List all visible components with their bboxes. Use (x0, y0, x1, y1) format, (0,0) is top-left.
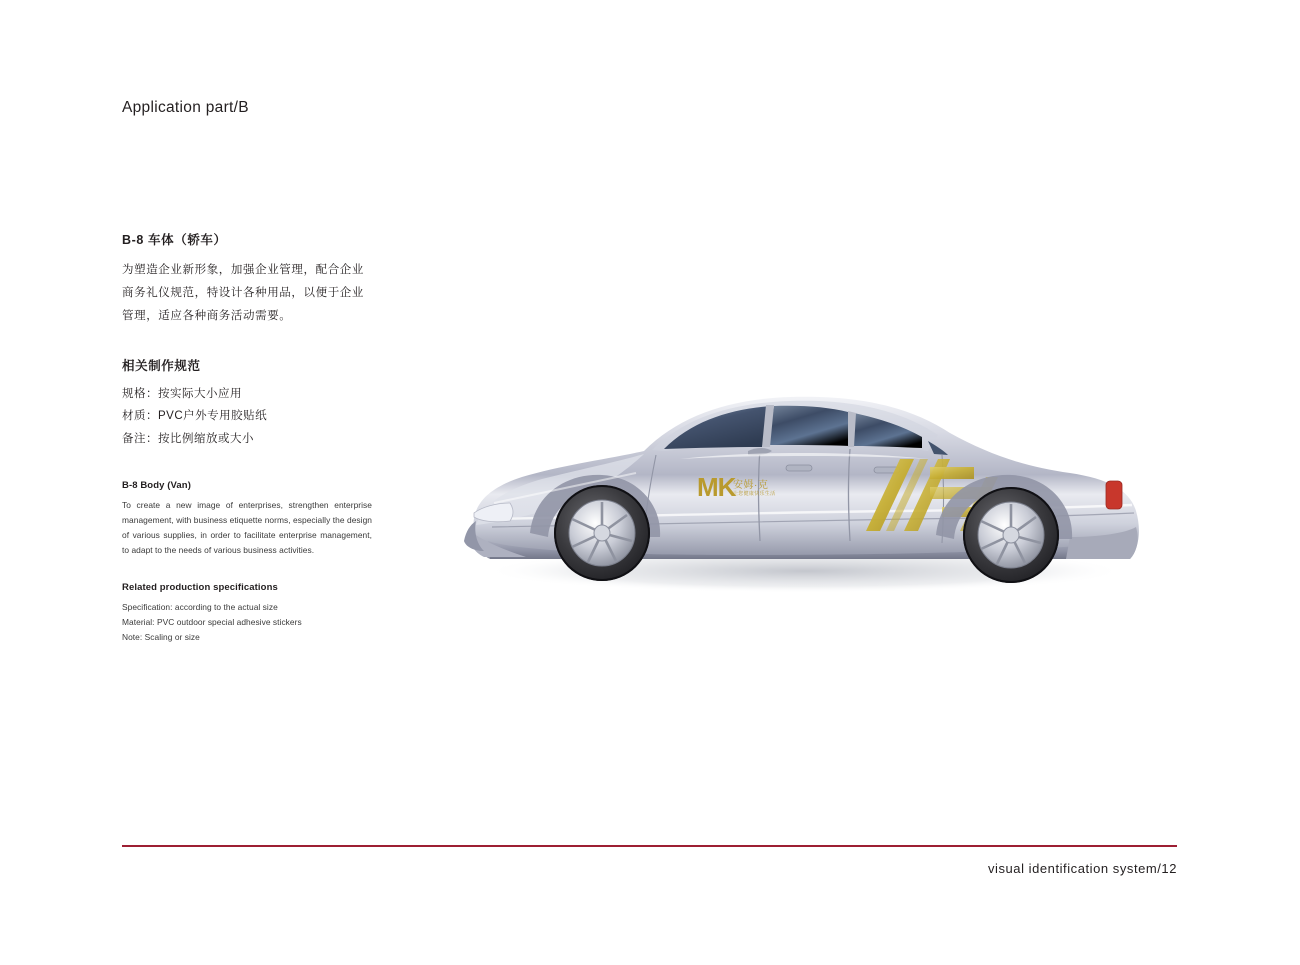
en-spec-line: Specification: according to the actual size (122, 601, 278, 612)
logo-mark: MK (697, 472, 736, 502)
tail-light (1106, 481, 1122, 509)
en-spec-heading: Related production specifications (122, 581, 278, 593)
footer-divider (122, 845, 1177, 847)
vehicle-illustration (430, 355, 1170, 625)
cn-spec-block (122, 356, 372, 450)
front-door-window (768, 406, 850, 446)
footer-caption: visual identification system/12 (987, 861, 1177, 876)
sedan-car-icon (430, 355, 1170, 625)
en-section-heading: B-8 Body (Van) (122, 480, 191, 492)
cn-spec-line: 规格：按实际大小应用 (122, 388, 242, 400)
cn-spec-line: 备注：按比例缩放或大小 (122, 432, 254, 445)
front-door-handle (786, 465, 812, 471)
en-spec-line: Material: PVC outdoor special adhesive stickers (122, 616, 302, 627)
en-description-block (122, 480, 372, 558)
cn-spec-line: 材质：PVC户外专用胶贴纸 (122, 410, 268, 423)
en-spec-block (122, 582, 372, 645)
page-header-title: Application part/B (122, 99, 249, 116)
left-text-column (122, 230, 372, 644)
front-wheel (554, 485, 650, 581)
logo-cn-name: 安姆·克 (733, 480, 769, 491)
en-spec-line: Note: Scaling or size (122, 631, 200, 642)
cn-description-paragraph: 为塑造企业新形象，加强企业管理，配合企业商务礼仪规范，特设计各种用品，以便于企业管理，适应各种商务活动需要。 (122, 264, 364, 322)
cn-spec-heading: 相关制作规范 (122, 359, 201, 373)
cn-section-heading: B-8 车体（轿车） (122, 233, 227, 247)
en-description-paragraph: To create a new image of enterprises, strengthen enterprise management, with business etiquette norms, especially the design of various supplies, in order to facilitate enterprise management, to adapt to the needs of various business activities. (122, 500, 372, 555)
logo-cn-tagline: 让您健康快乐生活 (733, 491, 776, 497)
rear-wheel (963, 487, 1059, 583)
